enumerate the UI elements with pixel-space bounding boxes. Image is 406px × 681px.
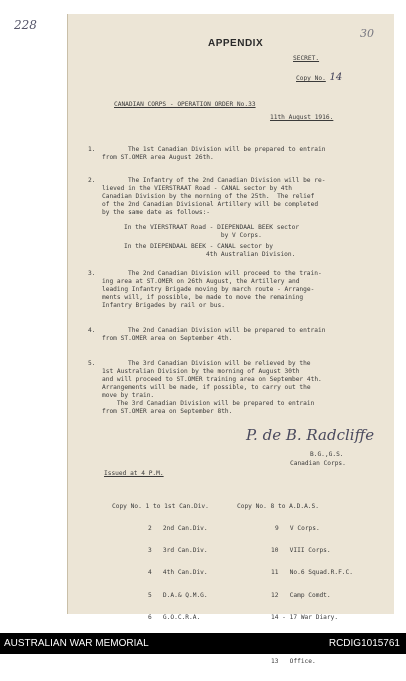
recipient: Camp Comdt.	[289, 591, 331, 599]
sub-clause-line: In the VIERSTRAAT Road - DIEPENDAAL BEEK sector	[124, 224, 300, 231]
recipient: G.O.C.R.A.	[162, 613, 201, 621]
footer-record-id: RCDIG1015761	[328, 638, 400, 649]
paragraph-line: from ST.OMER area August 26th.	[102, 154, 214, 161]
paragraph-line: The Infantry of the 2nd Canadian Division will be re-	[128, 177, 326, 184]
paragraph-number: 4.	[88, 327, 96, 334]
copy-range: 9	[275, 525, 279, 533]
paragraph-line: ments will, if possible, be made to move the remaining	[102, 294, 304, 301]
copy-range: Copy No. 8	[237, 502, 275, 510]
distribution-row	[112, 503, 209, 510]
recipient: 3rd Can.Div.	[162, 547, 208, 555]
paragraph-line: The 2nd Canadian Division will proceed to the train-	[128, 270, 322, 277]
paragraph-line: from ST.OMER area on September 4th.	[102, 335, 233, 342]
signatory-title: B.G.,G.S.	[310, 451, 344, 458]
distribution-row	[237, 658, 353, 665]
copy-range: 12	[271, 591, 279, 599]
recipient: to 1st Can.Div.	[153, 502, 209, 510]
distribution-row	[112, 592, 209, 599]
copy-number	[296, 74, 342, 82]
sub-clause-line: by V Corps.	[124, 232, 262, 239]
paragraph-number: 1.	[88, 146, 96, 153]
page-number: 228	[14, 18, 37, 32]
paragraph-line: Arrangements will be made, if possible, to carry out the	[102, 384, 311, 391]
recipient: 4th Can.Div.	[162, 569, 208, 577]
copy-range: 10	[271, 547, 279, 555]
paragraph-number: 5.	[88, 360, 96, 367]
signatory-org: Canadian Corps.	[290, 460, 346, 467]
distribution-row	[112, 569, 209, 576]
recipient: 2nd Can.Div.	[162, 525, 208, 533]
paragraph-line: Infantry Brigades by rail or bus.	[102, 302, 225, 309]
copy-range: 5	[148, 591, 152, 599]
recipient: to A.D.A.S.	[278, 502, 319, 510]
copy-number-value: 14	[329, 72, 343, 83]
recipient: D.A.& Q.M.G.	[162, 591, 208, 599]
distribution-row	[237, 503, 353, 510]
footer-source: AUSTRALIAN WAR MEMORIAL	[4, 638, 149, 649]
copy-range: 13	[271, 658, 279, 666]
order-title: CANADIAN CORPS - OPERATION ORDER No.33	[114, 101, 256, 108]
order-date: 11th August 1916.	[270, 114, 334, 121]
distribution-row	[112, 525, 209, 532]
paragraph-line: by the same date as follows:-	[102, 209, 211, 216]
copy-range: 4	[148, 569, 152, 577]
appendix-heading: APPENDIX	[208, 38, 264, 49]
copy-range: 11	[271, 569, 279, 577]
distribution-row	[237, 614, 353, 621]
recipient: No.6 Squad.R.F.C.	[289, 569, 353, 577]
copy-number-label: Copy No.	[296, 75, 326, 82]
copy-range: 14 - 17	[271, 613, 298, 621]
copy-range: 2	[148, 525, 152, 533]
recipient: Office.	[289, 658, 316, 666]
archive-footer	[0, 633, 406, 654]
secret-marking: SECRET.	[293, 55, 320, 62]
sub-clause-line: In the DIEPENDAAL BEEK - CANAL sector by	[124, 243, 274, 250]
recipient: VIII Corps.	[289, 547, 331, 555]
paragraph-number: 2.	[88, 177, 96, 184]
distribution-row	[237, 592, 353, 599]
signature: P. de B. Radcliffe	[246, 426, 375, 444]
distribution-row	[237, 547, 353, 554]
paragraph-line: lieved in the VIERSTRAAT Road - CANAL sector by 4th	[102, 185, 292, 192]
paragraph-line: leading Infantry Brigade moving by march route - Arrange-	[102, 286, 315, 293]
copy-range: 3	[148, 547, 152, 555]
paragraph-number: 3.	[88, 270, 96, 277]
paragraph-line: The 1st Canadian Division will be prepared to entrain	[128, 146, 326, 153]
paragraph-line: The 3rd Canadian Division will be prepared to entrain	[102, 400, 315, 407]
paragraph-line: of the 2nd Canadian Divisional Artillery will be completed	[102, 201, 319, 208]
paragraph-line: move by train.	[102, 392, 155, 399]
recipient: War Diary.	[300, 613, 339, 621]
paragraph-line: The 3rd Canadian Division will be relieved by the	[128, 360, 311, 367]
copy-range: 6	[148, 613, 152, 621]
distribution-row	[237, 525, 353, 532]
distribution-row	[112, 614, 209, 621]
copy-range: Copy No. 1	[112, 502, 150, 510]
paragraph-line: 1st Australian Division by the morning of August 30th	[102, 368, 300, 375]
stamp-number: 30	[360, 27, 374, 40]
recipient: V Corps.	[289, 525, 320, 533]
distribution-row	[237, 569, 353, 576]
issued-at: Issued at 4 P.M.	[104, 470, 164, 477]
distribution-row	[112, 547, 209, 554]
sub-clause-line: 4th Australian Division.	[124, 251, 296, 258]
paragraph-line: ing area at ST.OMER on 26th August, the Artillery and	[102, 278, 300, 285]
paragraph-line: from ST.OMER area on September 8th.	[102, 408, 233, 415]
paragraph-line: and will proceed to ST.OMER training area on September 4th.	[102, 376, 322, 383]
paragraph-line: Canadian Division by the morning of the 25th. The relief	[102, 193, 315, 200]
paragraph-line: The 2nd Canadian Division will be prepared to entrain	[128, 327, 326, 334]
